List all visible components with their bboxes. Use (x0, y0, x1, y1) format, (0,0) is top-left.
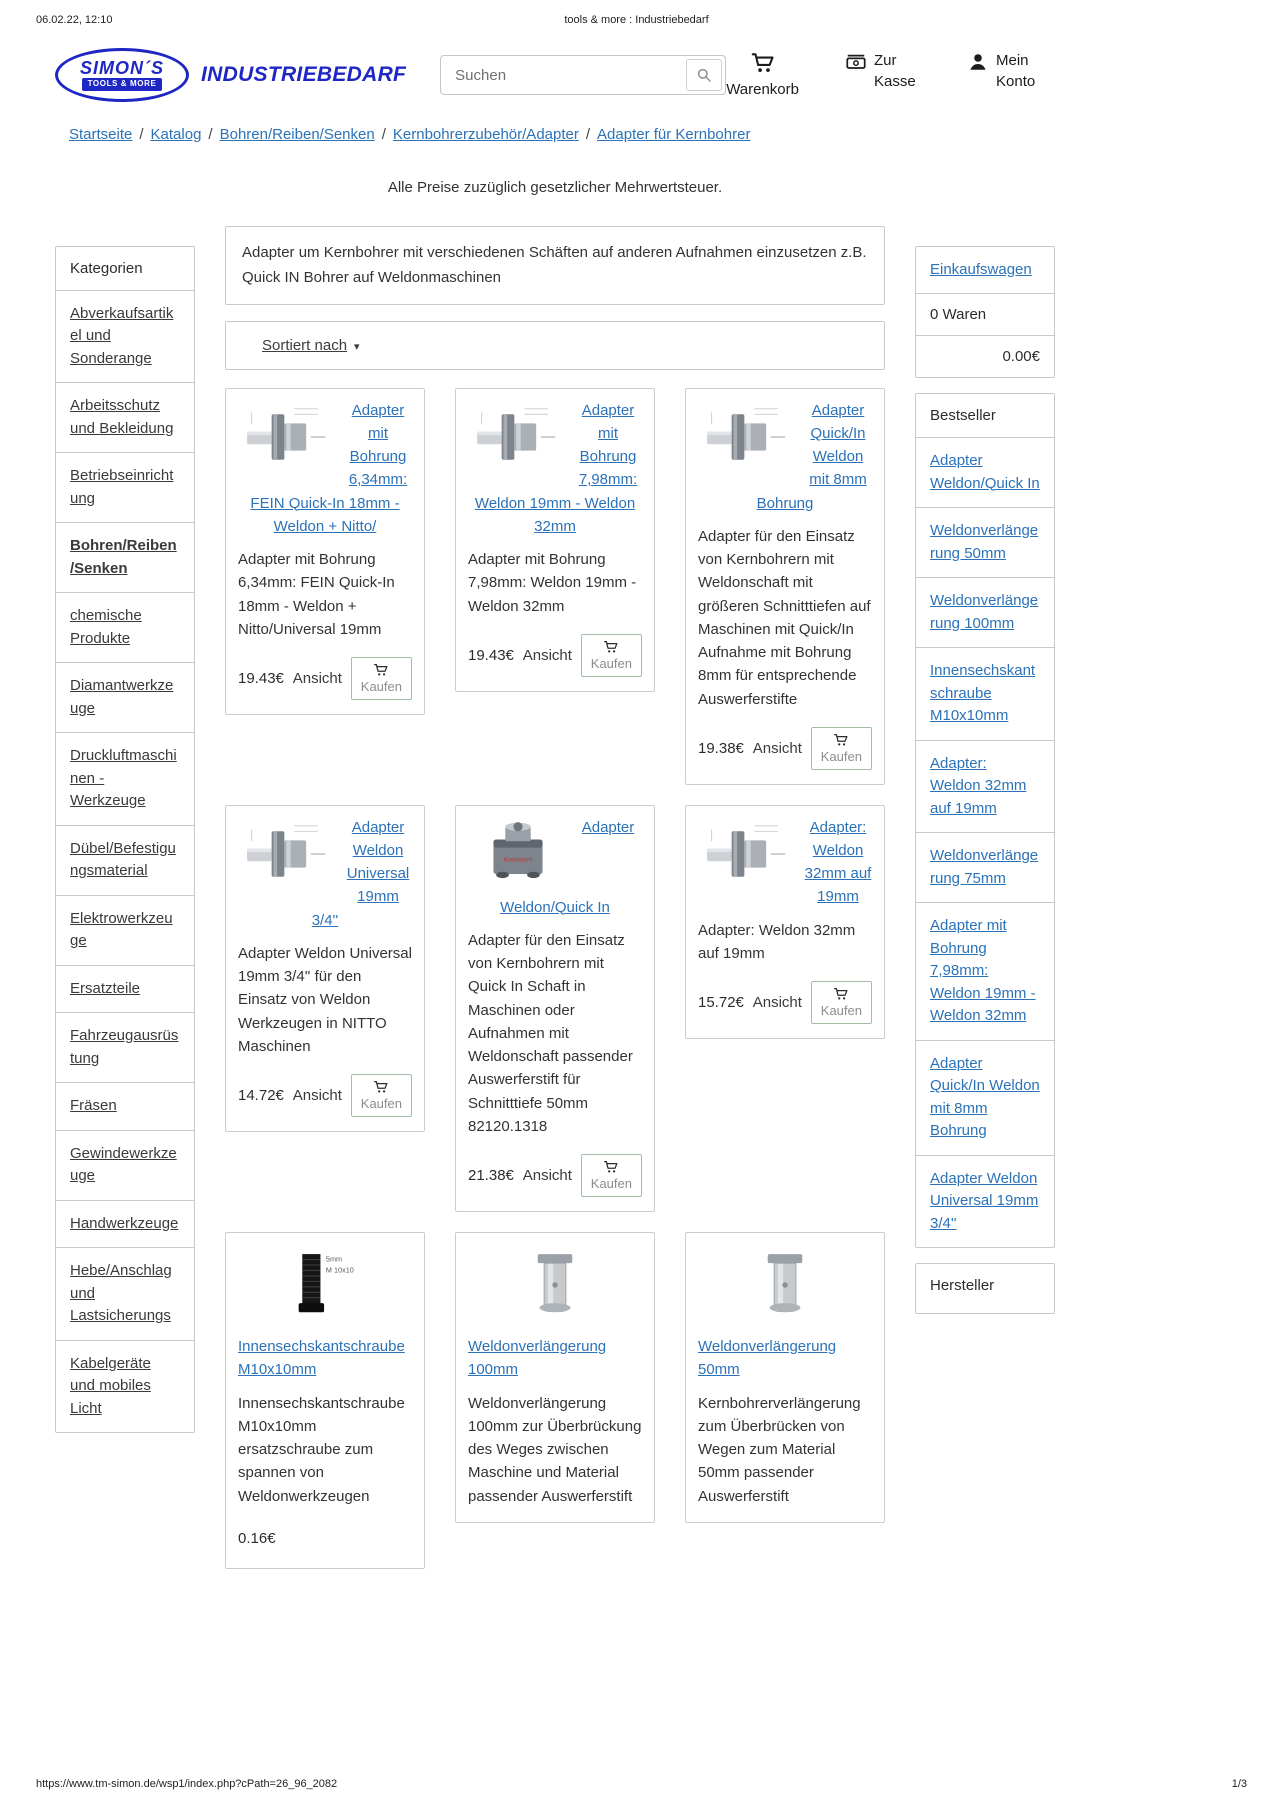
product-description: Weldonverlängerung 100mm zur Überbrückung des Weges zwischen Maschine und Material passender Auswerferstift (468, 1394, 642, 1505)
product-price: 21.38€ (468, 1167, 514, 1185)
sidebar-item-kabelgeraete[interactable]: Kabelgeräte und mobiles Licht (56, 1340, 194, 1433)
search-input[interactable] (441, 56, 677, 94)
buy-button[interactable] (351, 657, 412, 700)
categories-title: Kategorien (70, 259, 143, 277)
product-image[interactable] (698, 816, 798, 892)
sidebar-item-ersatzteile[interactable]: Ersatzteile (56, 965, 194, 1013)
product-image-label: 5mm (325, 1254, 343, 1264)
product-card (455, 1232, 655, 1523)
page-layout (55, 226, 1055, 1569)
print-url: https://www.tm-simon.de/wsp1/index.php?cPath=26_96_2082 (36, 1778, 338, 1790)
product-image[interactable] (238, 816, 338, 892)
breadcrumb-separator: / (139, 126, 144, 143)
buy-button-label: Kaufen (360, 679, 402, 694)
manufacturer-box (915, 1263, 1055, 1314)
buy-button-label: Kaufen (590, 655, 632, 671)
buy-button-label: Kaufen (820, 1003, 862, 1019)
search-icon (695, 66, 713, 84)
product-title-link[interactable]: Adapter: Weldon 32mm auf 19mm (804, 818, 872, 906)
buy-button[interactable] (811, 981, 872, 1024)
breadcrumb (69, 124, 1055, 147)
account-link[interactable] (967, 50, 1043, 94)
breadcrumb-link-kernbohrerzubehoer[interactable]: Kernbohrerzubehör/Adapter (392, 126, 579, 143)
product-title-link[interactable]: Adapter mit Bohrung 7,98mm: Weldon 19mm - Weldon 32mm (474, 401, 638, 535)
category-description-box (225, 226, 885, 305)
checkout-link[interactable] (845, 50, 921, 94)
product-description: Adapter: Weldon 32mm auf 19mm (698, 921, 856, 962)
sidebar-item-handwerkzeuge[interactable]: Handwerkzeuge (56, 1200, 194, 1248)
buy-button[interactable] (811, 727, 872, 770)
bestseller-title: Bestseller (930, 407, 996, 424)
product-image-label: Karnasch (503, 855, 533, 863)
buy-button[interactable] (351, 1074, 412, 1117)
product-price: 15.72€ (698, 994, 744, 1012)
sort-label: Sortiert nach (262, 336, 348, 354)
search-box (440, 55, 726, 95)
print-page-indicator: 1/3 (1231, 1778, 1247, 1790)
cart-summary-link[interactable]: Einkaufswagen (930, 260, 1032, 278)
product-price: 14.72€ (238, 1087, 284, 1105)
view-button[interactable]: Ansicht (752, 994, 802, 1012)
print-doc-title: tools & more : Industriebedarf (564, 14, 709, 26)
product-price: 19.38€ (698, 739, 744, 757)
buy-button-label: Kaufen (820, 748, 862, 764)
sidebar-item-duebel[interactable]: Dübel/Befestigungsmaterial (56, 825, 194, 895)
cash-icon (845, 51, 867, 73)
cart-icon (833, 986, 849, 1002)
logo-name: SIMON´S (79, 58, 164, 79)
product-description: Adapter für den Einsatz von Kernbohrern mit Quick In Schaft in Maschinen oder Aufnahmen mit Weldonschaft passender Auswerferstift für Schnitttiefe 50mm 82120.1318 (468, 931, 633, 1135)
checkout-link-label: Zur Kasse (874, 51, 916, 91)
product-card (685, 805, 885, 1039)
categories-sidebar (55, 246, 195, 1434)
cart-total: 0.00€ (916, 335, 1054, 377)
product-card (685, 1232, 885, 1523)
breadcrumb-link-bohren[interactable]: Bohren/Reiben/Senken (219, 126, 375, 143)
chevron-down-icon: ▾ (354, 340, 360, 353)
breadcrumb-link-katalog[interactable]: Katalog (150, 126, 202, 143)
breadcrumb-link-adapter[interactable]: Adapter für Kernbohrer (597, 126, 751, 143)
product-image[interactable] (468, 816, 568, 892)
brand-name: INDUSTRIEBEDARF (201, 63, 407, 86)
breadcrumb-separator: / (585, 126, 591, 143)
product-description: Kernbohrerverlängerung zum Überbrücken von Wegen zum Material 50mm passender Auswerferstift (698, 1394, 861, 1505)
product-price: 0.16€ (238, 1530, 276, 1548)
product-title-link[interactable]: Adapter Weldon/Quick In (500, 818, 635, 916)
buy-button-label: Kaufen (590, 1176, 632, 1192)
search-button[interactable] (686, 59, 722, 91)
buy-button[interactable] (581, 1154, 642, 1197)
logo[interactable] (55, 48, 406, 102)
buy-button-label: Kaufen (360, 1096, 402, 1112)
cart-icon (373, 1079, 389, 1095)
cart-icon (603, 639, 619, 655)
product-image[interactable] (275, 1247, 375, 1323)
bestseller-link[interactable]: Adapter Weldon Universal 19mm 3/4'' (916, 1155, 1054, 1248)
site-header (55, 42, 1055, 108)
product-image[interactable] (505, 1247, 605, 1323)
bestseller-link[interactable]: Adapter mit Bohrung 7,98mm: Weldon 19mm - Weldon 32mm (916, 902, 1054, 1040)
sidebar-item-betriebseinrichtung[interactable]: Betriebseinrichtung (56, 452, 194, 522)
product-card (225, 805, 425, 1132)
view-button[interactable]: Ansicht (522, 1167, 572, 1185)
view-button[interactable]: Ansicht (522, 646, 572, 664)
sidebar-item-abverkaufsartikel[interactable]: Abverkaufsartikel und Sonderange (56, 290, 194, 383)
product-price: 19.43€ (468, 646, 514, 664)
view-button[interactable]: Ansicht (292, 1087, 342, 1105)
right-sidebar (915, 246, 1055, 1315)
bestseller-link[interactable]: Adapter Weldon/Quick In (916, 437, 1054, 507)
cart-icon (750, 50, 776, 76)
product-title-link[interactable]: Adapter mit Bohrung 6,34mm: FEIN Quick-In 18mm - Weldon + Nitto/ (250, 401, 408, 535)
cart-summary-box (915, 246, 1055, 379)
bestseller-link[interactable]: Adapter Quick/In Weldon mit 8mm Bohrung (916, 1040, 1054, 1155)
product-card (455, 805, 655, 1212)
product-title-link[interactable]: Adapter Quick/In Weldon mit 8mm Bohrung (756, 401, 867, 512)
product-description: Adapter mit Bohrung 6,34mm: FEIN Quick-In 18mm - Weldon + Nitto/Universal 19mm (238, 551, 395, 638)
cart-link[interactable] (726, 50, 799, 101)
bestseller-box (915, 393, 1055, 1248)
sidebar-item-druckluftmaschinen[interactable]: Druckluftmaschinen - Werkzeuge (56, 732, 194, 825)
sidebar-item-diamantwerkzeuge[interactable]: Diamantwerkzeuge (56, 662, 194, 732)
product-title-link[interactable]: Weldonverlängerung 100mm (468, 1338, 607, 1379)
product-title-link[interactable]: Innensechskantschraube M10x10mm (238, 1338, 405, 1379)
product-card (225, 1232, 425, 1569)
category-description: Adapter um Kernbohrer mit verschiedenen Schäften auf anderen Aufnahmen einzusetzen z.B. Quick IN Bohrer auf Weldonmaschinen (242, 243, 867, 286)
product-title-link[interactable]: Adapter Weldon Universal 19mm 3/4'' (311, 818, 410, 929)
bestseller-link[interactable]: Adapter: Weldon 32mm auf 19mm (916, 740, 1054, 833)
sidebar-item-bohren-reiben-senken[interactable]: Bohren/Reiben/Senken (56, 522, 194, 592)
manufacturer-title: Hersteller (930, 1277, 995, 1294)
bestseller-link[interactable]: Weldonverlängerung 75mm (916, 832, 1054, 902)
breadcrumb-separator: / (208, 126, 213, 143)
sidebar-item-arbeitsschutz[interactable]: Arbeitsschutz und Bekleidung (56, 382, 194, 452)
product-image[interactable] (735, 1247, 835, 1323)
sidebar-item-chemische-produkte[interactable]: chemische Produkte (56, 592, 194, 662)
logo-oval (55, 48, 189, 102)
view-button[interactable]: Ansicht (752, 739, 802, 757)
user-icon (967, 51, 989, 73)
cart-icon (603, 1159, 619, 1175)
product-price: 19.43€ (238, 669, 284, 687)
product-description: Adapter mit Bohrung 7,98mm: Weldon 19mm - Weldon 32mm (468, 551, 637, 615)
product-description: Adapter für den Einsatz von Kernbohrern mit Weldonschaft mit größeren Schnitttiefen auf Maschinen mit Quick/In Aufnahme mit Bohrung 8mm für entsprechende Auswerferstifte (698, 527, 871, 708)
cart-icon (373, 662, 389, 678)
sidebar-item-fraesen[interactable]: Fräsen (56, 1082, 194, 1130)
tax-notice: Alle Preise zuzüglich gesetzlicher Mehrwertsteuer. (387, 178, 723, 196)
cart-icon (833, 732, 849, 748)
sort-dropdown[interactable] (225, 321, 885, 370)
product-card (455, 388, 655, 692)
account-link-label: Mein Konto (996, 51, 1036, 91)
breadcrumb-separator: / (381, 126, 386, 143)
product-grid (225, 388, 885, 1569)
product-image[interactable] (238, 399, 338, 475)
sidebar-item-hebe-anschlag[interactable]: Hebe/Anschlag und Lastsicherungs (56, 1247, 194, 1340)
product-image[interactable] (698, 399, 798, 475)
header-nav (726, 50, 1055, 101)
product-image[interactable] (468, 399, 568, 475)
print-datetime: 06.02.22, 12:10 (36, 14, 113, 26)
print-header (36, 14, 1237, 28)
sidebar-item-elektrowerkzeuge[interactable]: Elektrowerkzeuge (56, 895, 194, 965)
cart-items-count: 0 Waren (916, 293, 1054, 335)
sidebar-item-fahrzeugausruestung[interactable]: Fahrzeugausrüstung (56, 1012, 194, 1082)
bestseller-link[interactable]: Innensechskantschraube M10x10mm (916, 647, 1054, 740)
bestseller-link[interactable]: Weldonverlängerung 100mm (916, 577, 1054, 647)
product-title-link[interactable]: Weldonverlängerung 50mm (698, 1338, 837, 1379)
product-image-label: M 10x10 (325, 1265, 354, 1275)
product-card (685, 388, 885, 785)
breadcrumb-link-startseite[interactable]: Startseite (69, 126, 133, 143)
product-description: Adapter Weldon Universal 19mm 3/4'' für den Einsatz von Weldon Werkzeugen in NITTO Maschinen (238, 944, 412, 1055)
bestseller-link[interactable]: Weldonverlängerung 50mm (916, 507, 1054, 577)
print-footer (36, 1778, 1247, 1790)
product-description: Innensechskantschraube M10x10mm ersatzschraube zum spannen von Weldonwerkzeugen (238, 1394, 405, 1505)
logo-subtitle: TOOLS & MORE (82, 78, 163, 90)
buy-button[interactable] (581, 634, 642, 677)
cart-link-label: Warenkorb (726, 80, 799, 98)
view-button[interactable]: Ansicht (292, 669, 342, 687)
sidebar-item-gewindewerkzeuge[interactable]: Gewindewerkzeuge (56, 1130, 194, 1200)
main-content (225, 226, 885, 1569)
product-card (225, 388, 425, 715)
